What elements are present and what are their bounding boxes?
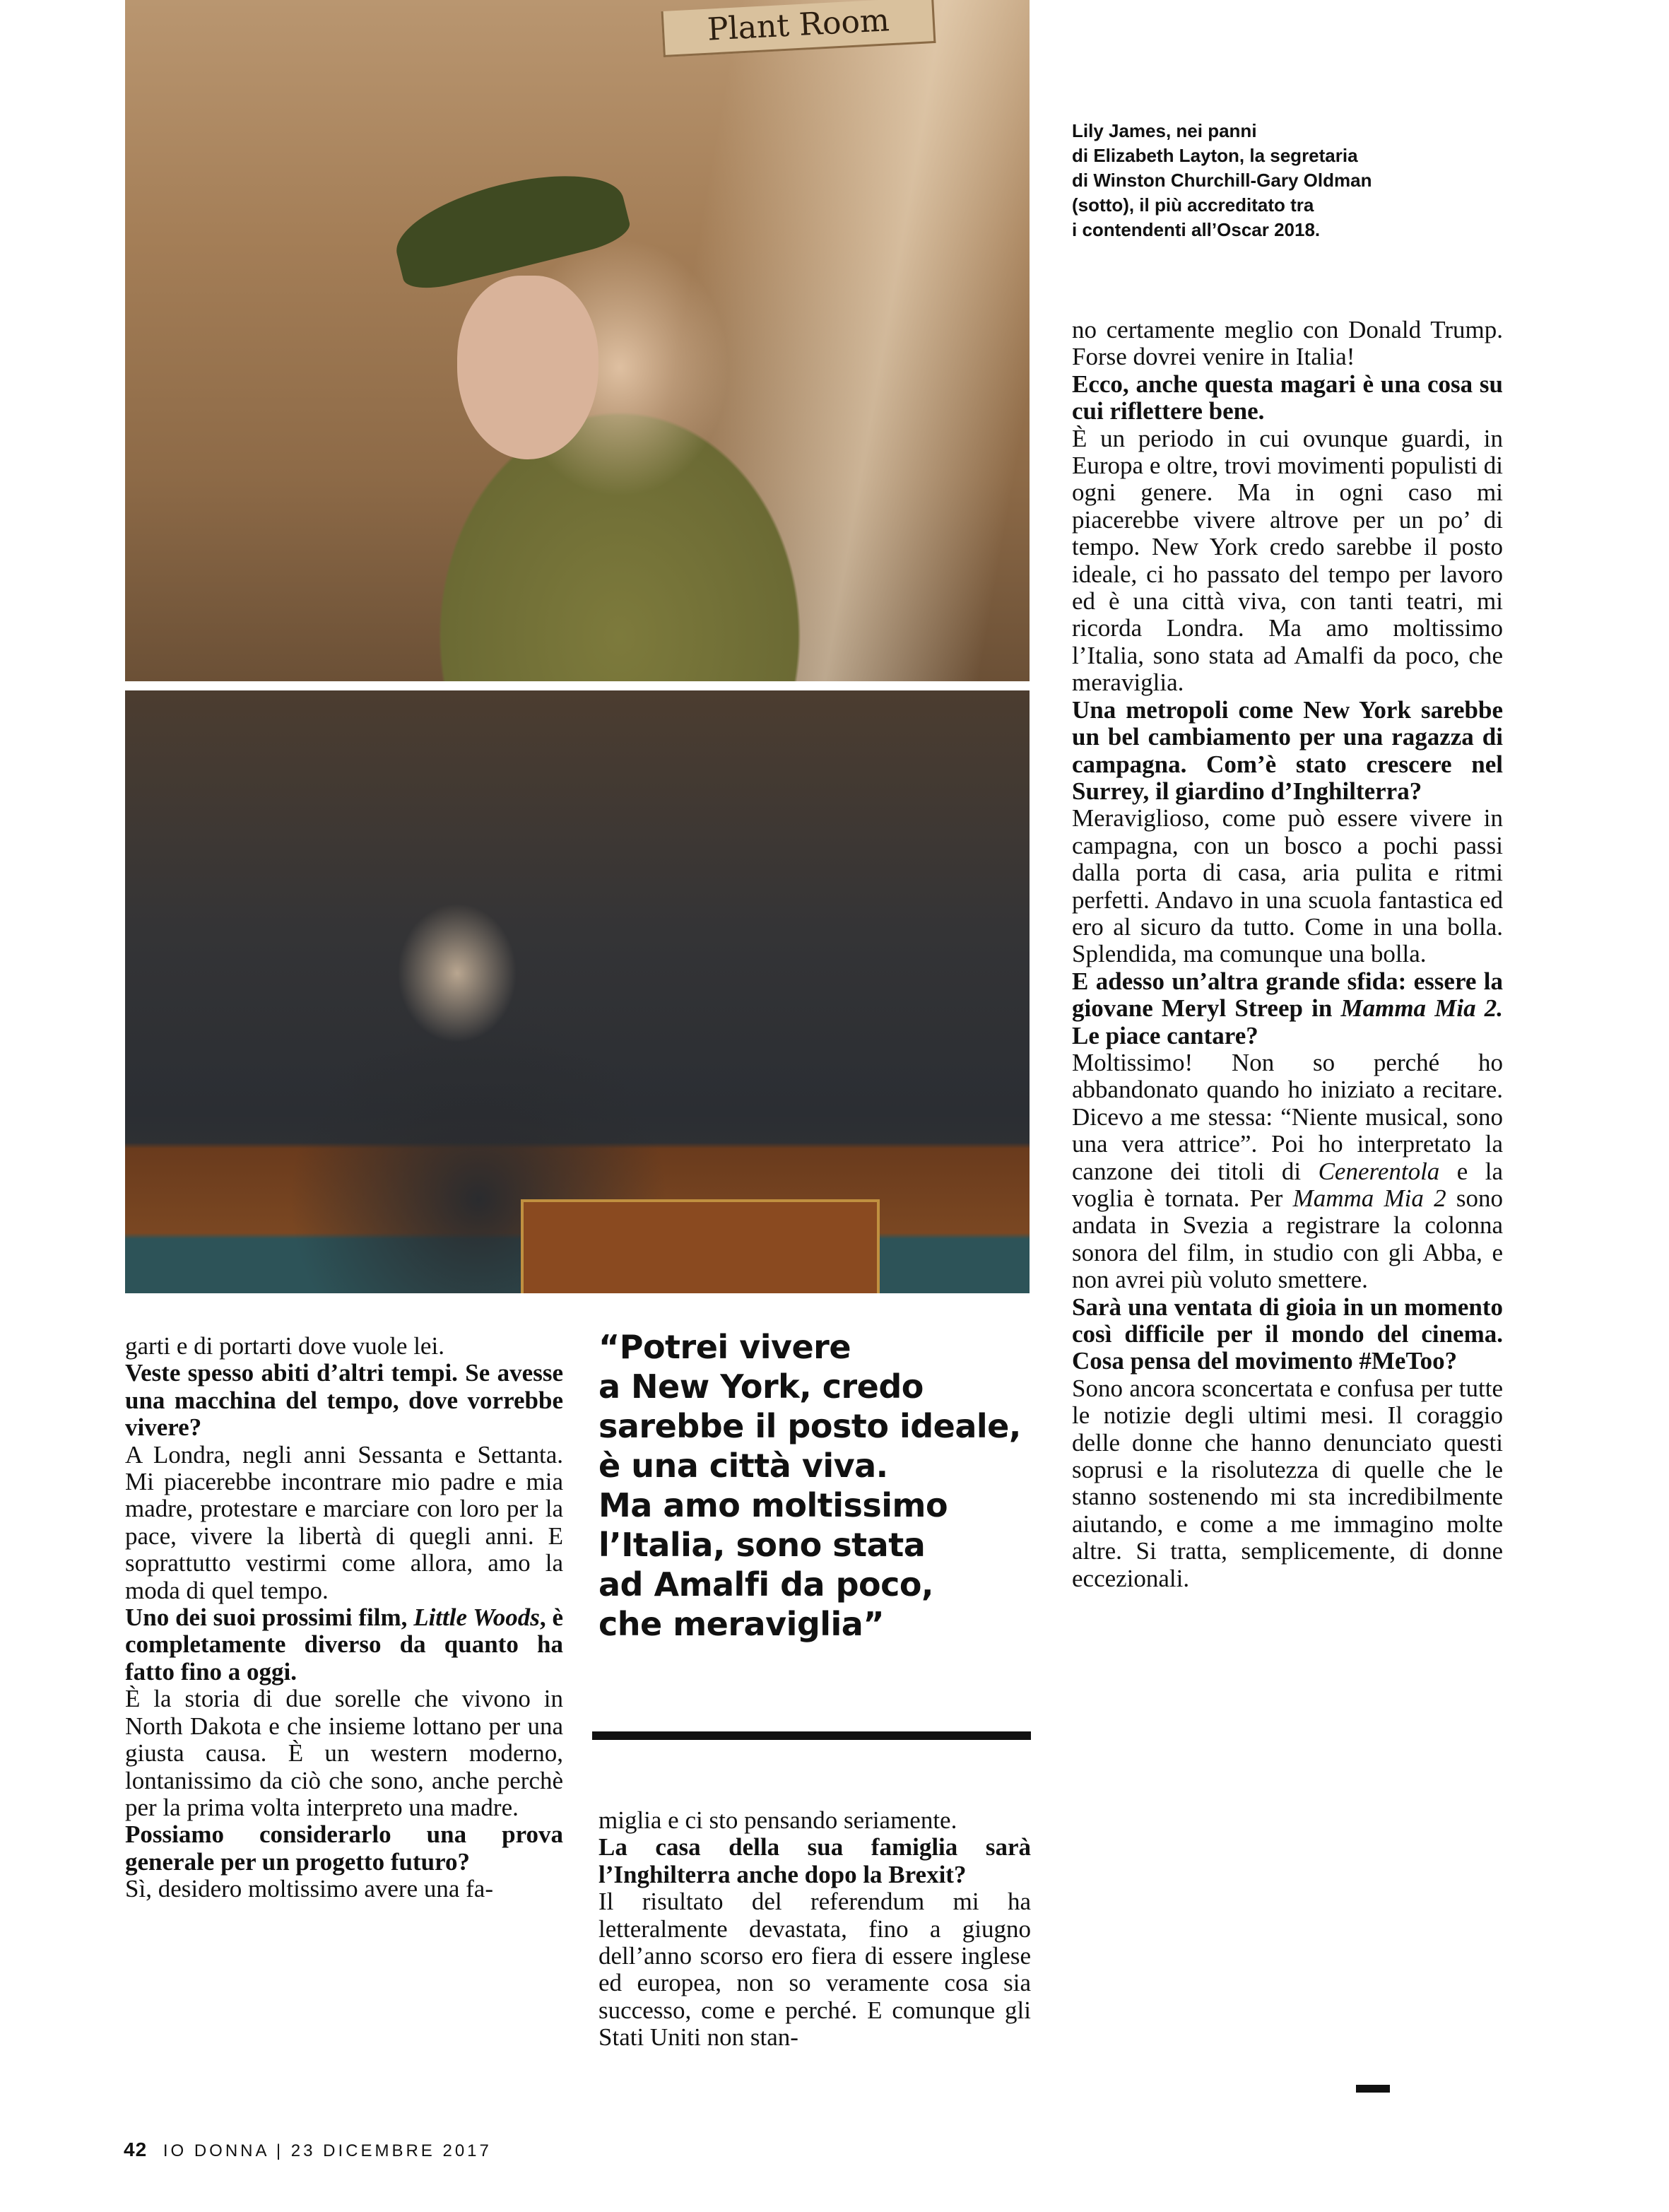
page-number: 42 (124, 2139, 148, 2160)
film-title: Little Woods (413, 1604, 540, 1632)
pull-quote-line: “Potrei vivere (598, 1328, 851, 1366)
answer-text: È un periodo in cui ovunque guardi, in Europa e oltre, trovi movimenti populisti di ogni genere. Ma in ogni caso mi piacerebbe vivere altrove per un po’ di tempo. New York credo sarebbe il posto ideale, ci ho passato del tempo per lavoro ed è una città viva, con tanti teatri, mi ricorda Londra. Ma amo moltissimo l’Italia, sono stata ad Amalfi da poco, che meraviglia. (1072, 424, 1503, 697)
question-text: La casa della sua famiglia sarà l’Inghilterra anche dopo la Brexit? (598, 1833, 1031, 1888)
question-text: Possiamo considerarlo una prova generale per un progetto futuro? (125, 1820, 563, 1876)
pull-quote-line: è una città viva. (598, 1447, 888, 1485)
answer-text: A Londra, negli anni Sessanta e Settanta. Mi piacerebbe incontrare mio padre e mia madre, protestare e marciare con loro per la pace, vivere la libertà di quegli anni. E soprattutto vestirmi come allora, amo la moda di quel tempo. (125, 1440, 563, 1604)
answer-text: no certamente meglio con Donald Trump. Forse dovrei venire in Italia! (1072, 316, 1503, 371)
article-column-middle (598, 1807, 1031, 2052)
pull-quote-line: a New York, credo (598, 1367, 924, 1406)
answer-text: Sono ancora sconcertata e confusa per tutte le notizie degli ultimi mesi. Il coraggio delle donne che hanno denunciato questi soprusi e la risolutezza di quelle che le stanno sostenendo mi sta incredibilmente aiutando, e come a me immagino molte altre. Si tratta, semplicemente, di donne eccezionali. (1072, 1374, 1503, 1592)
pull-quote-line: ad Amalfi da poco, (598, 1565, 933, 1604)
film-title: Mamma Mia 2 (1292, 1184, 1446, 1212)
photo-lily-james (125, 0, 1030, 681)
question-text: Ecco, anche questa magari è una cosa su cui riflettere bene. (1072, 370, 1503, 425)
hat-shape (387, 157, 633, 295)
question-part: E adesso un’altra grande sfida: essere la giovane Meryl Streep in (1072, 967, 1503, 1023)
despatch-box-shape (521, 1199, 880, 1293)
answer-part: sono andata in Svezia a registrare la colonna sonora del film, in studio con gli Abba, e non avrei più voluto smettere. (1072, 1184, 1504, 1294)
film-title: Mamma Mia 2. (1340, 994, 1503, 1023)
pull-quote-line: che meraviglia” (598, 1605, 885, 1643)
question-part: Uno dei suoi prossimi film, (125, 1604, 414, 1632)
answer-text: Il risultato del referendum mi ha letteralmente devastata, fino a giugno dell’anno scorso ero fiera di essere inglese ed europea, non so veramente cosa sia successo, come e perché. E comunque gli Stati Uniti non stan- (598, 1888, 1031, 2052)
plant-room-sign: Plant Room (661, 0, 936, 57)
article-column-left (125, 1333, 563, 1903)
caption-line: Lily James, nei panni (1072, 120, 1257, 141)
answer-text: garti e di portarti dove vuole lei. (125, 1332, 444, 1360)
magazine-name: IO DONNA (163, 2141, 269, 2160)
question-text (1072, 968, 1503, 1049)
answer-part: e la voglia è tornata. Per (1072, 1157, 1504, 1212)
caption-line: i contendenti all’Oscar 2018. (1072, 219, 1321, 240)
article-end-mark (1356, 2085, 1390, 2093)
issue-date: 23 DICEMBRE 2017 (290, 2141, 492, 2160)
page-footer (124, 2139, 492, 2161)
caption-line: di Elizabeth Layton, la segretaria (1072, 145, 1358, 166)
question-text (125, 1604, 563, 1686)
caption-line: (sotto), il più accreditato tra (1072, 194, 1314, 216)
question-part: Le piace cantare? (1072, 1021, 1258, 1049)
photo-caption (1072, 119, 1468, 242)
pull-quote-line: sarebbe il posto ideale, (598, 1407, 1021, 1445)
question-text: Una metropoli come New York sarebbe un bel cambiamento per una ragazza di campagna. Com’è stato crescere nel Surrey, il giardino d’Inghilterra? (1072, 695, 1503, 805)
footer-separator: | (276, 2141, 284, 2160)
question-text: Veste spesso abiti d’altri tempi. Se avesse una macchina del tempo, dove vorrebbe vivere? (125, 1359, 563, 1442)
answer-text: È la storia di due sorelle che vivono in North Dakota e che insieme lottano per una giusta causa. È un western moderno, lontanissimo da ciò che sono, anche perchè per la prima volta interpreto una madre. (125, 1685, 563, 1821)
answer-text: Meraviglioso, come può essere vivere in campagna, con un bosco a pochi passi dalla porta di casa, aria pulita e ritmi perfetti. Andavo in una scuola fantastica ed ero al sicuro da tutto. Come in una bolla. Splendida, ma comunque una bolla. (1072, 804, 1503, 968)
answer-part: Moltissimo! Non so perché ho abbandonato quando ho iniziato a recitare. Dicevo a me stessa: “Niente musical, sono una vera attrice”. Poi ho interpretato la canzone dei titoli di (1072, 1048, 1503, 1185)
photo-gary-oldman (125, 690, 1030, 1293)
caption-line: di Winston Churchill-Gary Oldman (1072, 170, 1372, 191)
answer-text (1072, 1049, 1503, 1294)
pull-quote (598, 1327, 1037, 1644)
pull-quote-rule (592, 1731, 1031, 1740)
question-text: Sarà una ventata di gioia in un momento così difficile per il mondo del cinema. Cosa pensa del movimento #MeToo? (1072, 1293, 1503, 1375)
face-shape (457, 276, 598, 459)
article-column-right (1072, 317, 1503, 1592)
pull-quote-line: Ma amo moltissimo (598, 1486, 948, 1524)
film-title: Cenerentola (1318, 1157, 1440, 1185)
answer-text: miglia e ci sto pensando seriamente. (598, 1806, 957, 1834)
answer-text: Sì, desidero moltissimo avere una fa- (125, 1875, 493, 1903)
pull-quote-line: l’Italia, sono stata (598, 1526, 926, 1564)
question-part: , è completamente diverso da quanto ha fatto fino a oggi. (125, 1604, 563, 1686)
